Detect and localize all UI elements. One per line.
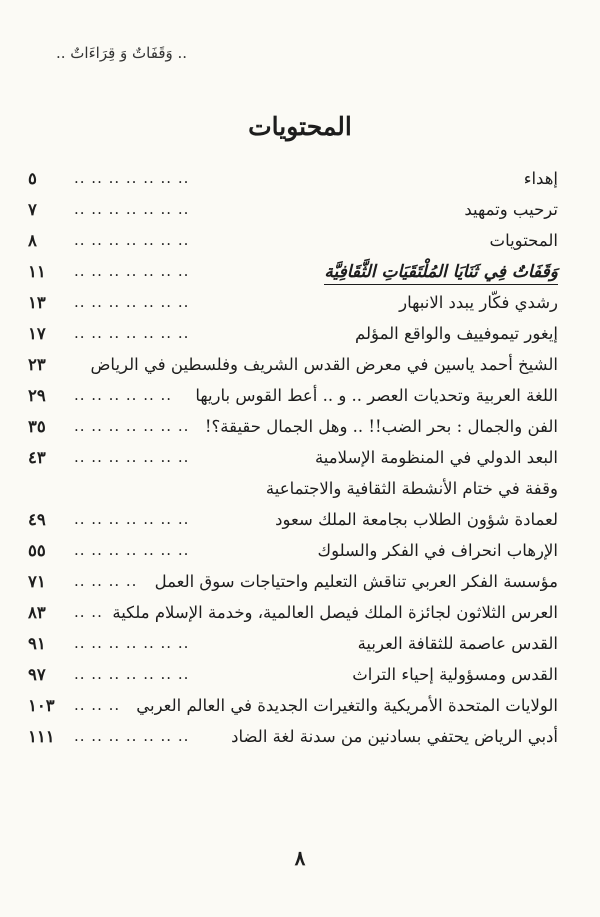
toc-dot-leader: .. .. .. .. .. .. .. <box>74 634 190 652</box>
page-number: ٨ <box>294 846 306 870</box>
table-of-contents <box>28 166 558 755</box>
toc-entry <box>28 538 558 569</box>
toc-section-heading <box>28 259 558 290</box>
toc-dot-leader: .. .. .. <box>74 696 121 714</box>
toc-page-number: ٧١ <box>28 572 46 591</box>
toc-entry <box>28 507 558 538</box>
toc-entry-title: القدس ومسؤولية إحياء التراث <box>352 665 558 684</box>
toc-page-number: ١٠٣ <box>28 696 55 715</box>
toc-dot-leader: .. .. .. .. .. .. .. <box>74 324 190 342</box>
toc-entry <box>28 321 558 352</box>
toc-page-number: ١١١ <box>28 727 55 746</box>
toc-entry-title: الفن والجمال : بحر الضب!! .. وهل الجمال حقيقة؟! <box>204 417 558 436</box>
toc-entry-title: اللغة العربية وتحديات العصر .. و .. أعط القوس باريها <box>195 386 558 405</box>
toc-dot-leader: .. .. .. .. .. .. .. <box>74 200 190 218</box>
toc-page-number: ٤٣ <box>28 448 46 467</box>
toc-page-number: ٤٩ <box>28 510 46 529</box>
toc-page-number: ٢٣ <box>28 355 46 374</box>
toc-entry <box>28 600 558 631</box>
toc-page-number: ٥ <box>28 169 37 188</box>
toc-dot-leader: .. .. .. .. .. .. .. <box>74 727 190 745</box>
toc-page-number: ١١ <box>28 262 46 281</box>
toc-page-number: ٧ <box>28 200 37 219</box>
toc-entry <box>28 383 558 414</box>
toc-entry <box>28 569 558 600</box>
toc-dot-leader: .. .. .. .. .. .. .. <box>74 293 190 311</box>
toc-dot-leader: .. .. .. .. .. .. .. <box>74 231 190 249</box>
toc-entry-title: المحتويات <box>489 231 558 250</box>
toc-page-number: ٩٧ <box>28 665 46 684</box>
toc-entry-title: مؤسسة الفكر العربي تناقش التعليم واحتياجات سوق العمل <box>154 572 558 591</box>
toc-page-number: ٨ <box>28 231 37 250</box>
toc-dot-leader: .. .. .. .. .. .. .. <box>74 448 190 466</box>
toc-entry-title: وَقَفَاتٌ فِي ثَنَايَا المُلْتَقَيَاتِ الثَّقَافِيَّة <box>324 262 558 285</box>
toc-dot-leader: .. .. .. .. .. .. .. <box>74 417 190 435</box>
toc-entry <box>28 724 558 755</box>
toc-entry <box>28 445 558 476</box>
toc-entry-title: أدبي الرياض يحتفي بسادنين من سدنة لغة الضاد <box>231 727 558 746</box>
toc-page-number: ١٣ <box>28 293 46 312</box>
toc-entry-title: القدس عاصمة للثقافة العربية <box>357 634 558 653</box>
toc-entry <box>28 631 558 662</box>
toc-entry <box>28 197 558 228</box>
toc-entry <box>28 290 558 321</box>
toc-entry-title: البعد الدولي في المنظومة الإسلامية <box>314 448 558 467</box>
toc-dot-leader: .. .. .. .. .. .. .. <box>74 541 190 559</box>
toc-entry-title: العرس الثلاثون لجائزة الملك فيصل العالمية، وخدمة الإسلام ملكية <box>112 603 558 622</box>
toc-page-number: ٨٣ <box>28 603 46 622</box>
toc-entry <box>28 693 558 724</box>
toc-entry-title: وقفة في ختام الأنشطة الثقافية والاجتماعية <box>265 479 558 498</box>
toc-page-number: ٩١ <box>28 634 46 653</box>
toc-dot-leader: .. .. .. .. .. .. .. <box>74 665 190 683</box>
toc-dot-leader: .. .. .. .. .. .. .. <box>74 169 190 187</box>
toc-dot-leader: .. .. .. .. .. .. .. <box>74 510 190 528</box>
toc-page-number: ١٧ <box>28 324 46 343</box>
toc-page-number: ٥٥ <box>28 541 46 560</box>
toc-entry-title: إيغور تيموفييف والواقع المؤلم <box>355 324 558 343</box>
toc-dot-leader: .. .. .. .. .. .. <box>74 386 173 404</box>
toc-dot-leader: .. .. .. .. <box>74 572 138 590</box>
running-head: .. وَقَفَاتٌ وَ قِرَاءَاتٌ .. <box>56 44 188 62</box>
toc-entry-title: إهداء <box>523 169 558 188</box>
toc-entry-title: الشيخ أحمد ياسين في معرض القدس الشريف وفلسطين في الرياض <box>90 355 558 374</box>
toc-dot-leader: .. .. <box>74 603 103 621</box>
toc-entry-title: الإرهاب انحراف في الفكر والسلوك <box>317 541 558 560</box>
toc-entry <box>28 352 558 383</box>
toc-entry-title: الولايات المتحدة الأمريكية والتغيرات الجديدة في العالم العربي <box>136 696 558 715</box>
toc-entry-title: ترحيب وتمهيد <box>464 200 558 219</box>
toc-page-number: ٢٩ <box>28 386 46 405</box>
page-title: المحتويات <box>248 112 352 141</box>
toc-page-number: ٣٥ <box>28 417 46 436</box>
toc-entry <box>28 228 558 259</box>
toc-entry <box>28 476 558 507</box>
toc-entry-title: لعمادة شؤون الطلاب بجامعة الملك سعود <box>275 510 558 529</box>
toc-entry-title: رشدي فكّار يبدد الانبهار <box>399 293 558 312</box>
toc-dot-leader: .. .. .. .. .. .. .. <box>74 262 190 280</box>
toc-entry <box>28 414 558 445</box>
toc-entry <box>28 166 558 197</box>
toc-entry <box>28 662 558 693</box>
